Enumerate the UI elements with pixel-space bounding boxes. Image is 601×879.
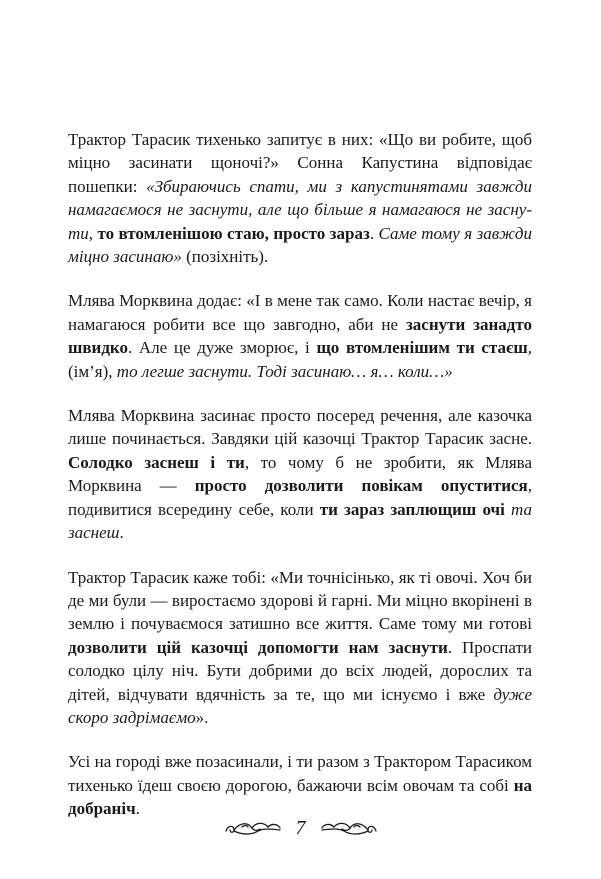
bold-text: заснути занадто швидко — [68, 314, 532, 358]
text-run: , (ім’я), — [68, 338, 532, 381]
page-number: 7 — [295, 817, 306, 839]
paragraph — [68, 566, 532, 730]
text-run: Млява Морквина додає: «І в мене так само. Коли настає вечір, я намагаюся робити все що завгодно, аби не — [68, 291, 532, 334]
paragraph — [68, 404, 532, 544]
swirl-ornament-icon — [222, 817, 284, 839]
italic-text: Саме тому я завжди міцно засинаю» — [68, 223, 533, 267]
text-run: Трактор Тарасик тихенько запитує в них: «Що ви робите, щоб міцно засинати щоночі?» Сонна Капустина відповідає пошепки: — [68, 130, 532, 196]
text-run: , то чому б не зробити, як Млява Морквина — — [68, 452, 532, 496]
text-run: . — [119, 523, 124, 543]
text-run: . Але це дуже зморює, і — [128, 338, 317, 358]
text-run: . — [135, 799, 140, 819]
text-run: ». — [195, 707, 209, 727]
bold-text: дозволити цій казочці допомогти нам заснути — [68, 637, 448, 657]
text-run: (позіхніть). — [181, 247, 269, 267]
bold-text: на добраніч — [68, 775, 532, 819]
page-footer — [0, 813, 601, 843]
bold-text: то втомленішою стаю, просто зараз — [97, 223, 370, 243]
swirl-ornament-icon — [318, 817, 380, 839]
paragraph — [68, 289, 532, 383]
italic-text: то легше заснути. Тоді засинаю… я… коли…» — [116, 361, 453, 381]
italic-text: «Збираючись спати, ми з капустинятами завжди намагаємося не заснути, але що більше я намагаюся не заснути, — [68, 176, 532, 243]
bold-text: що втомленішим ти стаєш — [316, 338, 528, 358]
text-run: . — [369, 223, 379, 243]
paragraph — [68, 750, 532, 820]
text-run: . Проспати солодко цілу ніч. Бути добрими до всіх людей, дорослих та дітей, відчувати вдячність за те, що ми існуємо і вже — [68, 637, 533, 704]
text-run: Трактор Тарасик каже тобі: «Ми точнісінько, як ті овочі. Хоч би де ми були — виростаємо здорові й гарні. Ми міцно вкорінені в землю і почуваємося затишно все життя. Саме тому ми готові — [68, 567, 532, 634]
bold-text: ти зараз заплющиш очі — [319, 499, 505, 519]
text-run: Усі на городі вже позасинали, і ти разом з Трактором Тарасиком тихенько їдеш своєю дорогою, бажаючи всім овочам та собі — [68, 752, 532, 795]
story-text — [68, 128, 532, 842]
bold-text: просто дозволити повікам опуститися — [194, 476, 528, 496]
text-run: , подивитися всередину себе, коли — [68, 476, 532, 519]
italic-text: та заснеш — [68, 499, 532, 543]
text-run: Млява Морквина засинає просто посеред речення, але казочка лише починається. Завдяки цій казочці Трактор Тарасик засне. — [68, 406, 532, 449]
bold-text: Солодко заснеш і ти — [68, 452, 245, 472]
italic-text: дуже скоро задрімаємо — [68, 684, 532, 727]
paragraph — [68, 128, 532, 268]
